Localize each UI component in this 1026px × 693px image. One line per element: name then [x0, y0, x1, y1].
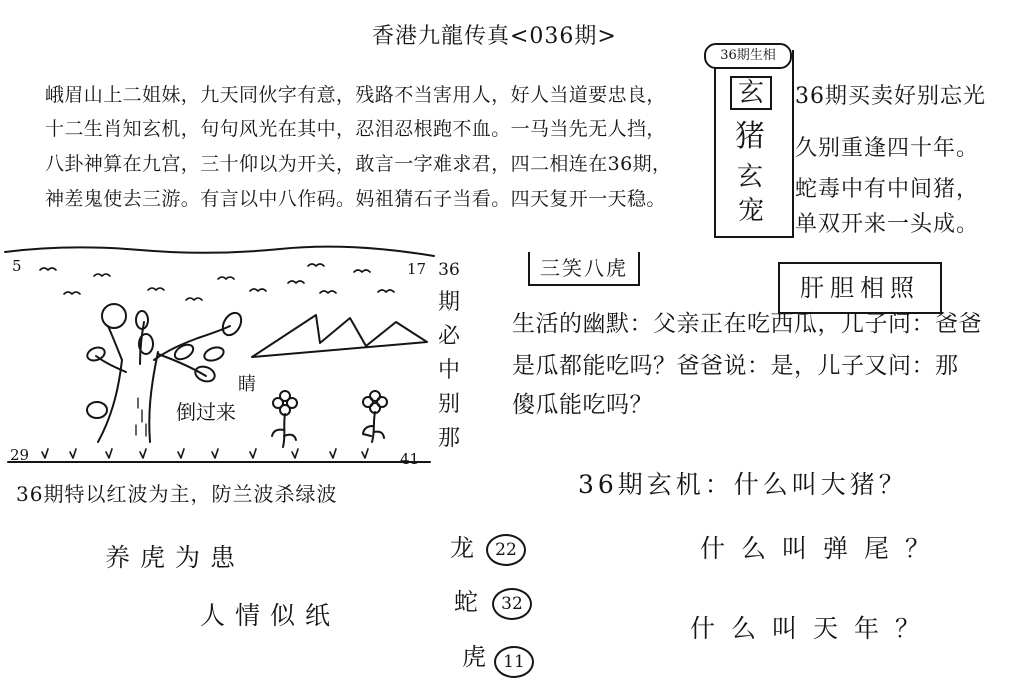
tree-bark	[136, 398, 146, 436]
birds	[40, 264, 394, 300]
tree-branch	[158, 354, 206, 376]
poem-line: 峨眉山上二姐妹，九天同伙字有意，残路不当害用人，好人当道要忠良，	[45, 84, 666, 106]
right-poem-line: 单双开来一头成。	[795, 212, 980, 237]
side-char: 必	[437, 324, 460, 349]
side-char: 别	[437, 392, 460, 417]
phrase: 养虎为患	[105, 543, 246, 572]
corner-number: 5	[12, 257, 22, 275]
leaf	[219, 310, 245, 339]
zodiac-number: 22	[486, 534, 526, 566]
side-char: 那	[437, 426, 460, 451]
sun-icon	[102, 304, 126, 328]
phrase: 人情似纸	[200, 601, 341, 630]
picture-label: 睛	[238, 374, 256, 395]
right-poem-line: 久别重逢四十年。	[795, 136, 980, 161]
bird-icon	[308, 264, 324, 266]
humor-line: 生活的幽默：父亲正在吃西瓜，儿子问：爸爸	[512, 311, 982, 337]
side-char: 中	[437, 358, 460, 383]
side-char: 期	[437, 290, 460, 315]
zodiac-label: 龙	[450, 534, 474, 562]
poem-line: 十二生肖知玄机，句句风光在其中，忍泪忍根跑不血。一马当先无人挡，	[45, 118, 666, 140]
bird-icon	[288, 281, 304, 283]
humor-line: 是瓜都能吃吗？爸爸说：是，儿子又问：那	[512, 353, 959, 379]
bird-icon	[250, 289, 266, 291]
zodiac-char: 宠	[738, 196, 765, 226]
flower	[272, 391, 297, 447]
zodiac-label: 蛇	[454, 588, 478, 616]
tree-branch	[198, 326, 230, 338]
leaf	[172, 342, 195, 362]
bird-icon	[378, 290, 394, 292]
wave-hint: 36期特以红波为主，防兰波杀绿波	[16, 482, 338, 506]
bird-icon	[186, 298, 202, 300]
leaf	[203, 345, 226, 363]
bird-icon	[354, 270, 370, 272]
leaf	[136, 311, 148, 329]
zodiac-char: 猪	[735, 119, 765, 154]
bracket-label: 三笑八虎	[528, 252, 640, 286]
flower	[363, 391, 387, 442]
leaf	[193, 364, 217, 384]
bird-icon	[148, 288, 164, 290]
picture-label: 倒过来	[176, 400, 236, 424]
picture-frame	[5, 247, 434, 462]
zodiac-char: 玄	[737, 162, 764, 192]
ground-circle	[87, 402, 107, 418]
zodiac-number: 32	[492, 588, 532, 620]
riddle-line: 什么叫弹尾？	[700, 534, 947, 563]
riddle-line: 什么叫天年？	[690, 614, 937, 643]
poem-line: 八卦神算在九宫，三十仰以为开关，敢言一字难求君，四二相连在36期，	[45, 153, 672, 175]
riddle-line: 36期玄机：什么叫大猪？	[578, 470, 908, 499]
zodiac-char: 玄	[730, 76, 772, 110]
grass	[42, 449, 368, 458]
corner-number: 17	[407, 260, 427, 278]
humor-line: 傻瓜能吃吗？	[512, 392, 653, 418]
tree-trunk	[98, 360, 122, 442]
bird-icon	[40, 268, 56, 270]
corner-number: 41	[400, 450, 420, 468]
corner-number: 29	[10, 446, 30, 464]
bird-icon	[320, 291, 336, 293]
right-poem-line: 36期买卖好别忘光	[795, 84, 986, 109]
side-char: 36	[438, 260, 460, 280]
picture-top-border	[5, 247, 434, 256]
tree-trunk	[149, 352, 158, 442]
poem-line: 神差鬼使去三游。有言以中八作码。妈祖猜石子当看。四天复开一天稳。	[45, 188, 666, 210]
tree-branch	[108, 326, 122, 360]
mountains	[252, 315, 427, 357]
bird-icon	[218, 277, 234, 279]
page-title: 香港九龍传真<036期>	[372, 24, 617, 49]
zodiac-box-header: 36期生相	[704, 43, 792, 69]
bird-icon	[64, 292, 80, 294]
right-poem-line: 蛇毒中有中间猪，	[795, 177, 980, 202]
bird-icon	[94, 274, 110, 276]
zodiac-label: 虎	[462, 643, 486, 671]
humor-heading: 肝胆相照	[778, 262, 942, 314]
zodiac-number: 11	[494, 646, 534, 678]
